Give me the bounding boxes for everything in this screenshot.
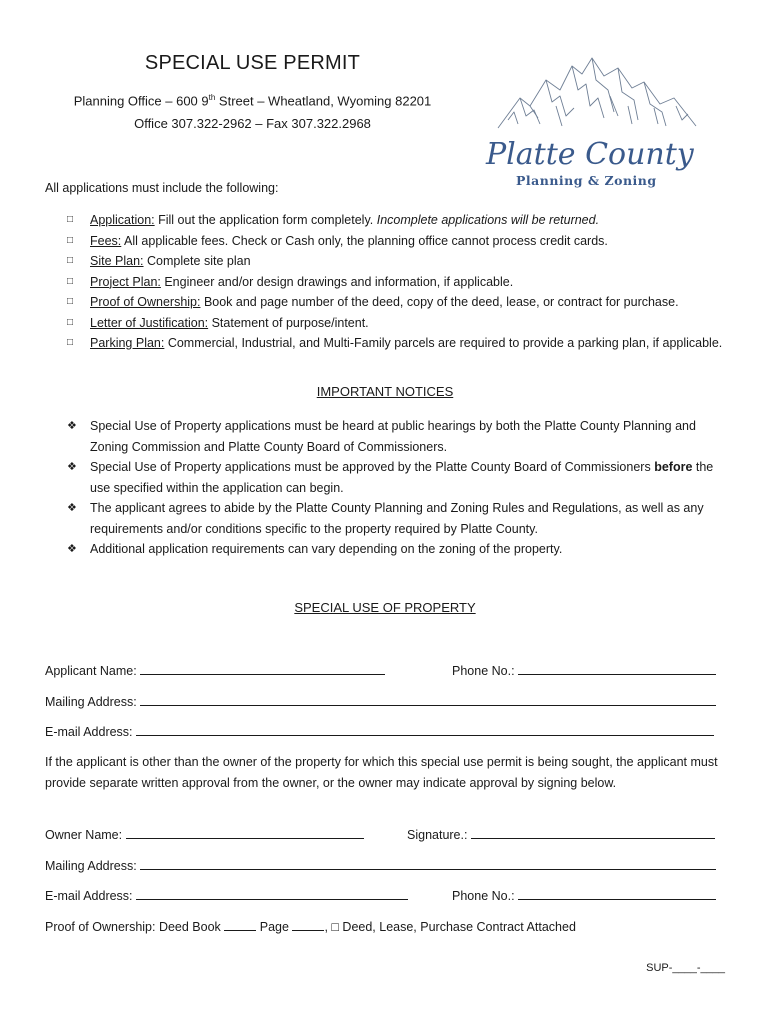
owner-email-row: E-mail Address:: [45, 887, 408, 903]
diamond-bullet-icon: ❖: [67, 461, 77, 473]
owner-phone-field[interactable]: [518, 887, 716, 900]
signature-field[interactable]: [471, 826, 715, 839]
checkbox-icon[interactable]: □: [67, 214, 74, 225]
owner-name-row: Owner Name:: [45, 826, 364, 842]
proof-of-ownership-row: Proof of Ownership: Deed Book Page , □ Deed, Lease, Purchase Contract Attached: [45, 920, 576, 934]
list-item: □ Fees: All applicable fees. Check or Cash only, the planning office cannot process credit cards.: [67, 231, 737, 252]
list-item: □ Site Plan: Complete site plan: [67, 251, 737, 272]
office-phone-fax: Office 307.322-2962 – Fax 307.322.2968: [134, 116, 371, 131]
logo-subtitle: Planning & Zoning: [516, 173, 657, 188]
deed-book-field[interactable]: [224, 918, 256, 931]
requirements-intro: All applications must include the following:: [45, 181, 279, 195]
checkbox-icon[interactable]: □: [67, 234, 74, 246]
applicant-name-field[interactable]: [140, 662, 385, 675]
checkbox-icon[interactable]: □: [67, 296, 74, 307]
owner-phone-row: Phone No.:: [452, 887, 716, 903]
email-field[interactable]: [136, 723, 714, 736]
list-item: ❖ Special Use of Property applications must be approved by the Platte County Board of Commissioners before the use specified within the application can begin.: [67, 457, 727, 498]
email-row: E-mail Address:: [45, 723, 714, 739]
owner-mailing-row: Mailing Address:: [45, 857, 716, 873]
list-item: ❖ Special Use of Property applications must be heard at public hearings by both the Platte County Planning and Zoning Commission and Platte County Board of Commissioners.: [67, 416, 727, 457]
list-item: ❖ Additional application requirements can vary depending on the zoning of the property.: [67, 539, 727, 560]
diamond-bullet-icon: ❖: [67, 420, 77, 432]
list-item: □ Proof of Ownership: Book and page number of the deed, copy of the deed, lease, or contract for purchase.: [67, 292, 737, 313]
checkbox-icon[interactable]: □: [67, 316, 74, 328]
list-item: □ Parking Plan: Commercial, Industrial, and Multi-Family parcels are required to provide a parking plan, if applicable.: [67, 333, 737, 354]
diamond-bullet-icon: ❖: [67, 543, 77, 555]
signature-row: Signature.:: [407, 826, 715, 842]
diamond-bullet-icon: ❖: [67, 502, 77, 514]
logo-script-text: Platte County: [486, 137, 694, 172]
owner-mailing-field[interactable]: [140, 857, 716, 870]
mailing-address-field[interactable]: [140, 693, 716, 706]
checkbox-icon[interactable]: □: [67, 255, 74, 266]
owner-name-field[interactable]: [126, 826, 364, 839]
list-item: ❖ The applicant agrees to abide by the Platte County Planning and Zoning Rules and Regulations, as well as any requirements and/or conditions specific to the property required by Platte County.: [67, 498, 727, 539]
special-use-heading: SPECIAL USE OF PROPERTY: [294, 600, 476, 615]
office-address: Planning Office – 600 9th Street – Wheatland, Wyoming 82201: [73, 93, 432, 109]
mailing-address-row: Mailing Address:: [45, 693, 716, 709]
list-item: □ Letter of Justification: Statement of purpose/intent.: [67, 313, 737, 334]
requirements-list: [67, 210, 737, 354]
owner-email-field[interactable]: [136, 887, 408, 900]
applicant-name-row: Applicant Name:: [45, 662, 385, 678]
phone-row: Phone No.:: [452, 662, 716, 678]
phone-field[interactable]: [518, 662, 716, 675]
page-title: SPECIAL USE PERMIT: [144, 52, 361, 74]
mountain-logo-icon: [468, 46, 730, 196]
owner-approval-note: If the applicant is other than the owner of the property for which this special use permit is being sought, the applicant must provide separate written approval from the owner, or the owner may indicate approval by signing below.: [45, 755, 718, 790]
notices-list: [67, 416, 727, 560]
sup-number: SUP-____-____: [646, 962, 725, 974]
checkbox-icon[interactable]: □: [67, 275, 74, 287]
list-item: □ Project Plan: Engineer and/or design drawings and information, if applicable.: [67, 272, 737, 293]
important-notices-heading: IMPORTANT NOTICES: [316, 384, 454, 399]
list-item: □ Application: Fill out the application form completely. Incomplete applications will be returned.: [67, 210, 737, 231]
platte-county-logo: [468, 46, 730, 196]
page-field[interactable]: [292, 918, 324, 931]
checkbox-icon[interactable]: □: [67, 337, 74, 348]
